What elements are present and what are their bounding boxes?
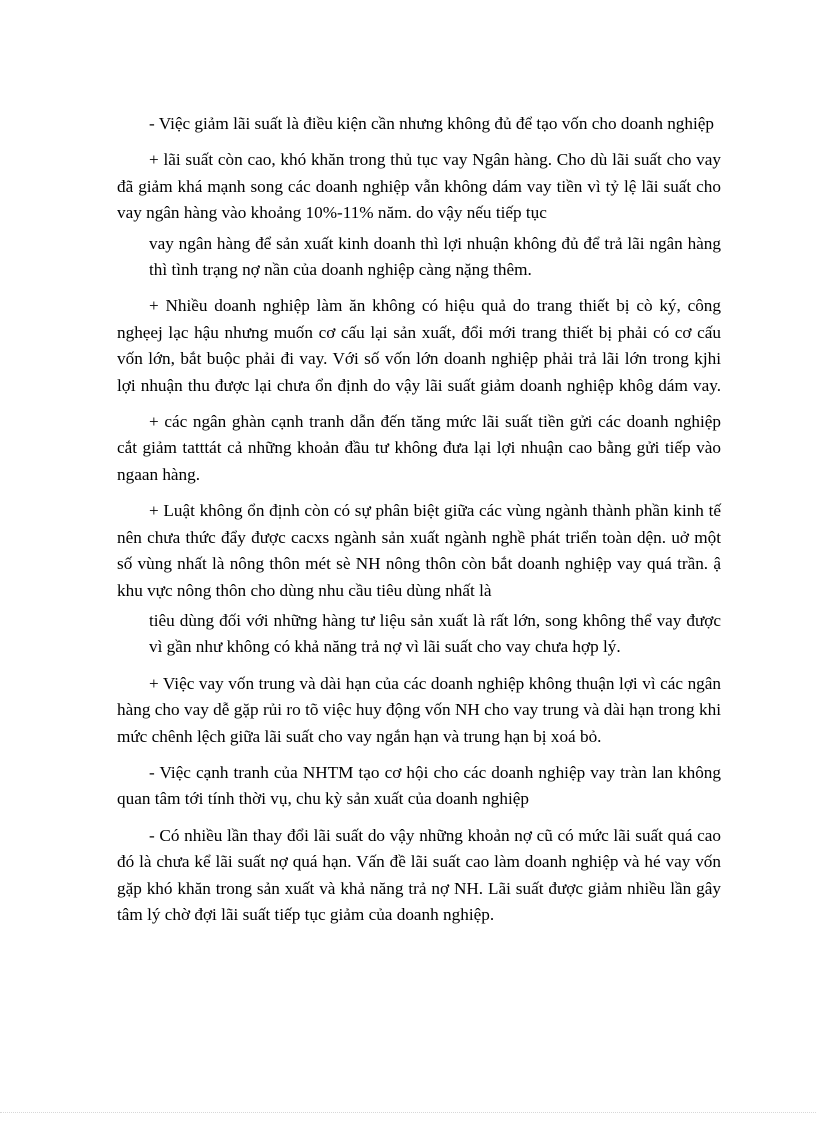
paragraph-7: - Việc cạnh tranh của NHTM tạo cơ hội cho các doanh nghiệp vay tràn lan không quan tâm tới tính thời vụ, chu kỳ sản xuất của doanh nghiệp xyxy=(117,762,721,809)
paragraph-3: + Nhiều doanh nghiệp làm ăn không có hiệu quả do trang thiết bị cò ký, công nghẹej lạc hậu nhưng muốn cơ cấu lại sản xuất, đổi mới trang thiết bị phải có cơ cấu vốn lớn, bắt buộc phải đi vay. Với số vốn lớn doanh nghiệp phải trả lãi lớn trong kjhi lợi nhuận thu được lại chưa ổn định do vậy lãi suất giảm doanh nghiệp khôg dám vay. xyxy=(117,296,721,395)
paragraph-8: - Có nhiều lần thay đổi lãi suất do vậy những khoản nợ cũ có mức lãi suất quá cao đó là chưa kể lãi suất nợ quá hạn. Vấn đề lãi suất cao làm doanh nghiệp và hé vay vốn gặp khó khăn trong sản xuất và khả năng trả nợ NH. Lãi suất được giảm nhiều lần gây tâm lý chờ đợi lãi suất tiếp tục giảm của doanh nghiệp. xyxy=(117,825,721,924)
document-body xyxy=(117,111,721,938)
paragraph-4: + các ngân ghàn cạnh tranh dẫn đến tăng mức lãi suất tiền gửi các doanh nghiệp cắt giảm tatttát cả những khoản đầu tư không đưa lại lợi nhuận cao bằng gửi tiếp vào ngaan hàng. xyxy=(117,412,721,484)
paragraph-6: + Việc vay vốn trung và dài hạn của các doanh nghiệp không thuận lợi vì các ngân hàng cho vay dễ gặp rủi ro tõ việc huy động vốn NH cho vay trung và dài hạn trong khi mức chênh lệch giữa lãi suất cho vay ngắn hạn và trung hạn bị xoá bỏ. xyxy=(117,673,721,746)
paragraph-5: + Luật không ổn định còn có sự phân biệt giữa các vùng ngành thành phần kinh tế nên chưa thức đẩy được cacxs ngành sản xuất ngành nghề phát triển toàn dện. uở một số vùng nhất là nông thôn mét sè NH nông thôn còn bắt doanh nghiệp vay quá trần. ậ khu vực nông thôn cho dùng nhu cầu tiêu dùng nhất là xyxy=(117,501,721,600)
paragraph-5-continued: tiêu dùng đối với những hàng tư liệu sản xuất là rất lớn, song không thể vay được vì gần như không có khả năng trả nợ vì lãi suất cho vay chưa hợp lý. xyxy=(149,610,721,657)
page-bottom-divider xyxy=(0,1112,816,1113)
paragraph-2: + lãi suất còn cao, khó khăn trong thủ tục vay Ngân hàng. Cho dù lãi suất cho vay đã giảm khá mạnh song các doanh nghiệp vẫn không dám vay tiền vì tỷ lệ lãi suất cho vay ngân hàng vào khoảng 10%-11% năm. do vậy nếu tiếp tục xyxy=(117,150,721,223)
paragraph-1: - Việc giảm lãi suất là điều kiện cần nhưng không đủ để tạo vốn cho doanh nghiệp xyxy=(149,114,714,133)
paragraph-2-continued: vay ngân hàng để sản xuất kinh doanh thì lợi nhuận không đủ để trả lãi ngân hàng thì tình trạng nợ nần của doanh nghiệp càng nặng thêm. xyxy=(149,233,721,280)
